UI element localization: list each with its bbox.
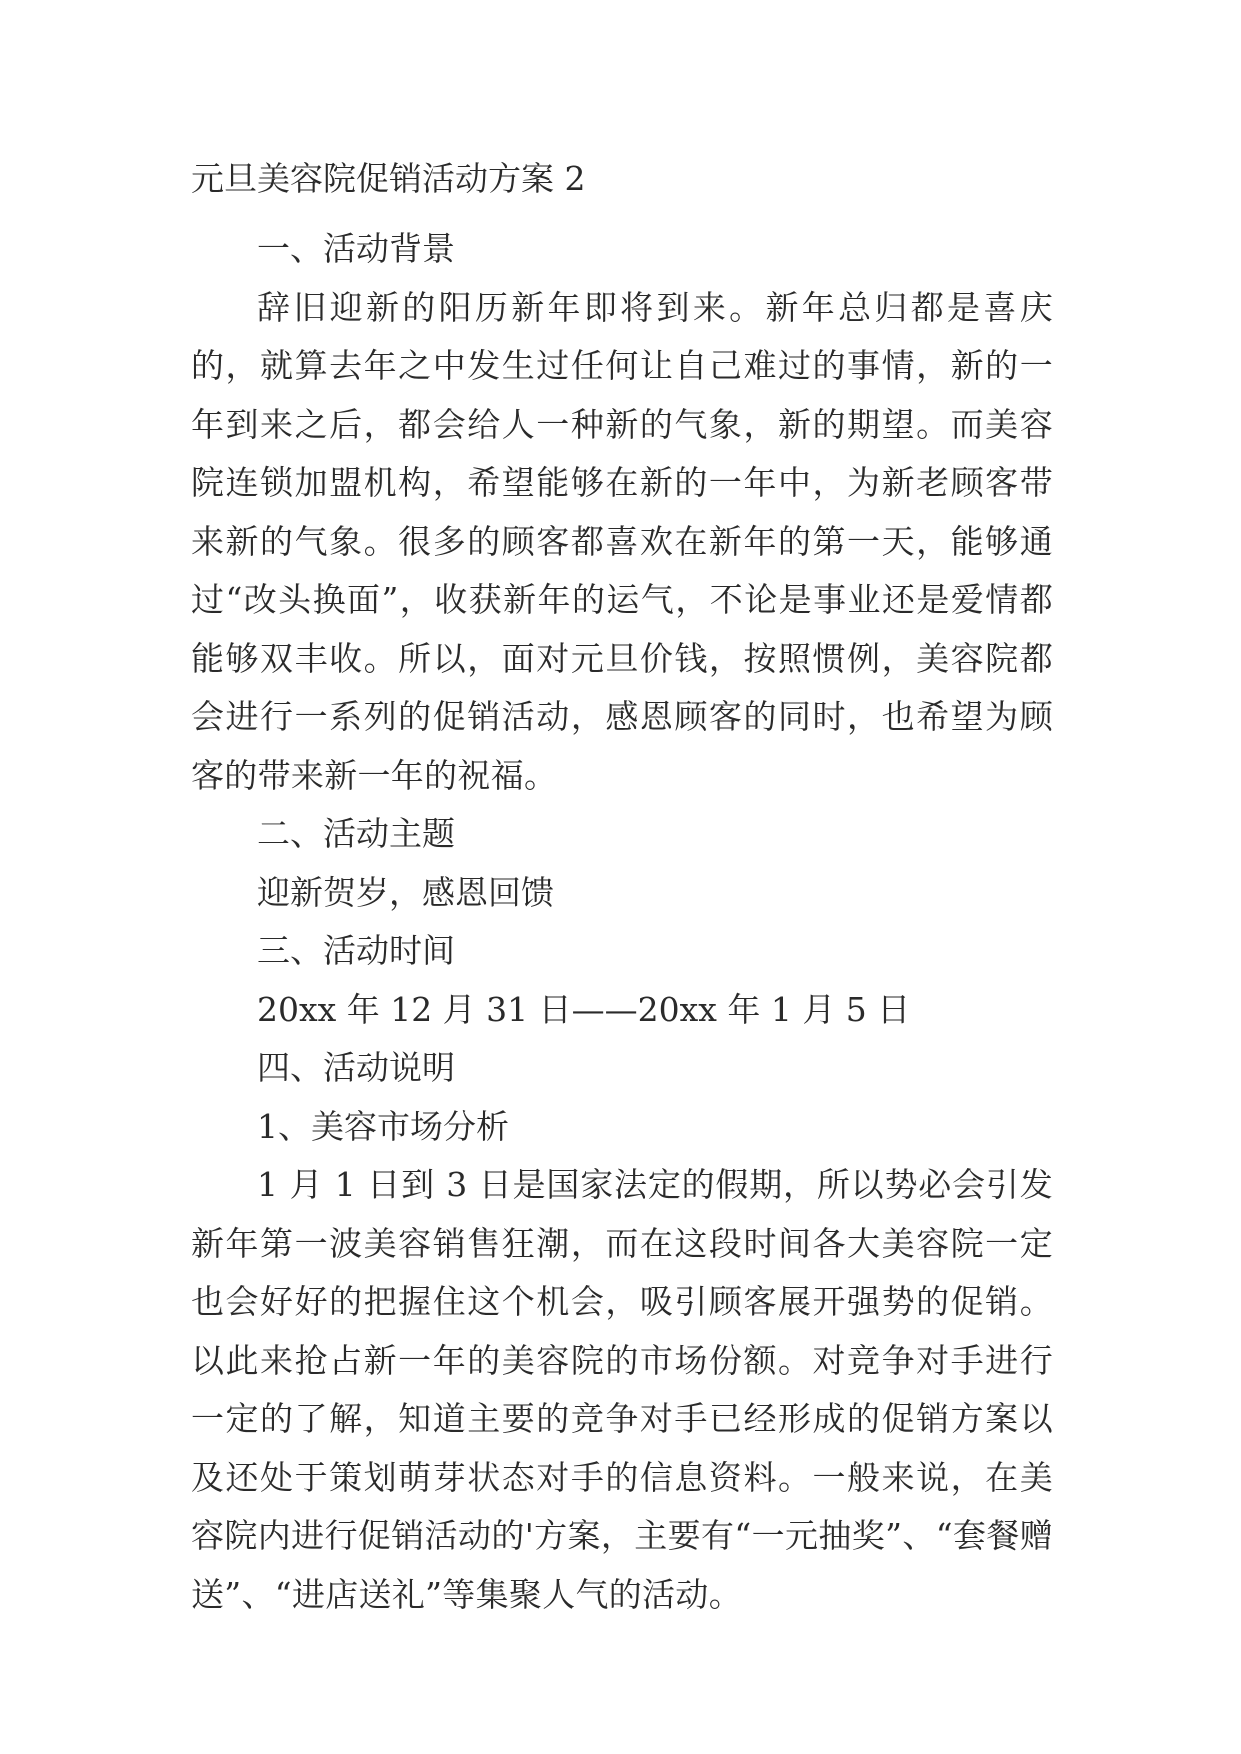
background-paragraph: 辞旧迎新的阳历新年即将到来。新年总归都是喜庆的，就算去年之中发生过任何让自己难过的事情，新的一年到来之后，都会给人一种新的气象，新的期望。而美容院连锁加盟机构，希望能够在新的一年中，为新老顾客带来新的气象。很多的顾客都喜欢在新年的第一天，能够通过“改头换面”，收获新年的运气，不论是事业还是爱情都能够双丰收。所以，面对元旦价钱，按照惯例，美容院都会进行一系列的促销活动，感恩顾客的同时，也希望为顾客的带来新一年的祝福。: [191, 287, 1053, 795]
market-analysis-paragraph: 1 月 1 日到 3 日是国家法定的假期，所以势必会引发新年第一波美容销售狂潮，而在这段时间各大美容院一定也会好好的把握住这个机会，吸引顾客展开强势的促销。以此来抢占新一年的美容院的市场份额。对竞争对手进行一定的了解，知道主要的竞争对手已经形成的促销方案以及还处于策划萌芽状态对手的信息资料。一般来说，在美容院内进行促销活动的'方案，主要有“一元抽奖”、“套餐赠送”、“进店送礼”等集聚人气的活动。: [191, 1165, 1053, 1614]
subsection-heading-market-analysis: 1、美容市场分析: [257, 1106, 509, 1146]
theme-text: 迎新贺岁，感恩回馈: [257, 872, 554, 912]
document-body: [191, 160, 1053, 1624]
section-heading-theme: 二、活动主题: [257, 814, 455, 853]
section-heading-time: 三、活动时间: [257, 931, 455, 970]
time-text: 20xx 年 12 月 31 日——20xx 年 1 月 5 日: [257, 989, 911, 1029]
section-heading-background: 一、活动背景: [257, 229, 455, 268]
section-heading-description: 四、活动说明: [257, 1048, 455, 1087]
document-title: 元旦美容院促销活动方案 2: [191, 159, 586, 198]
